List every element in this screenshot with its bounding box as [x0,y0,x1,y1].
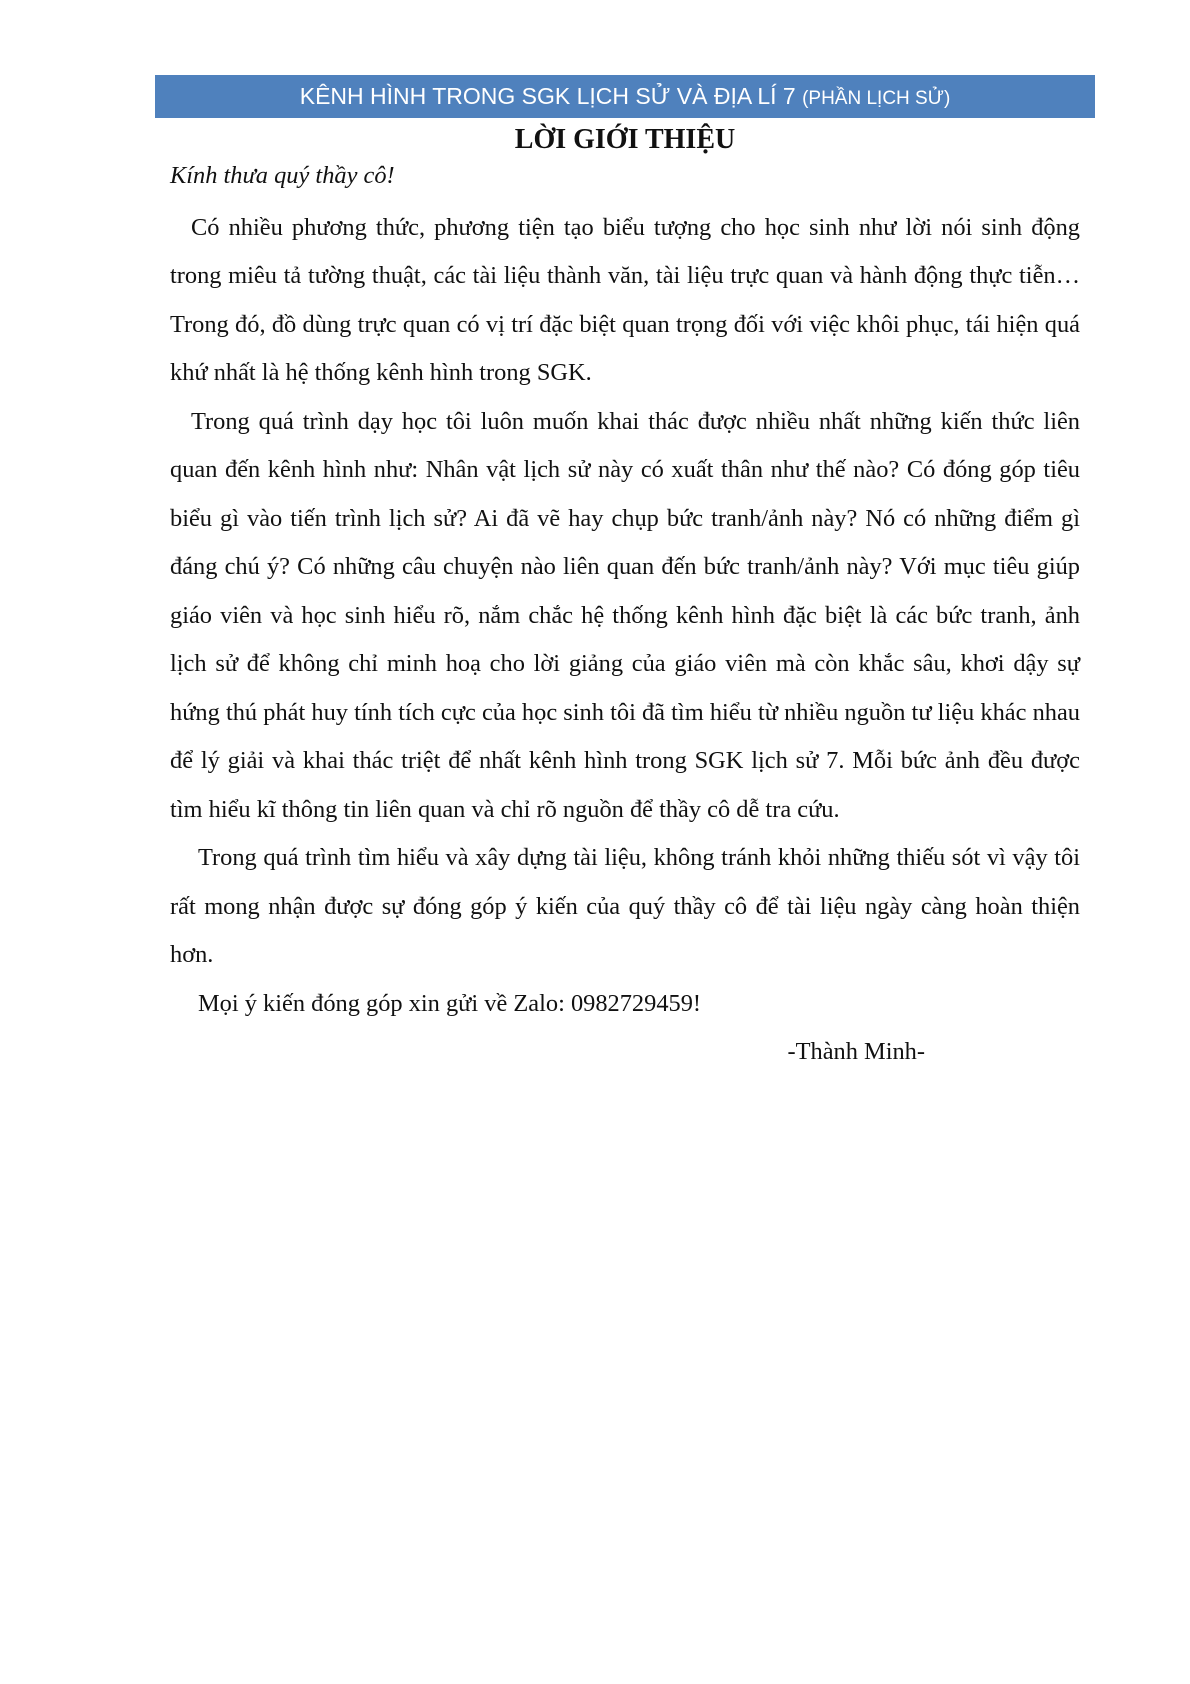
document-body [170,152,1080,1077]
greeting: Kính thưa quý thầy cô! [170,162,395,189]
header-banner-sub: (PHẦN LỊCH SỬ) [802,88,951,109]
paragraph-3: Trong quá trình tìm hiểu và xây dựng tài liệu, không tránh khỏi những thiếu sót vì vậy tôi rất mong nhận được sự đóng góp ý kiến của quý thầy cô để tài liệu ngày càng hoàn thiện hơn. [170,844,1080,968]
paragraph-1: Có nhiều phương thức, phương tiện tạo biểu tượng cho học sinh như lời nói sinh động trong miêu tả tường thuật, các tài liệu thành văn, tài liệu trực quan và hành động thực tiễn…Trong đó, đồ dùng trực quan có vị trí đặc biệt quan trọng đối với việc khôi phục, tái hiện quá khứ nhất là hệ thống kênh hình trong SGK. [170,213,1080,386]
page-title: LỜI GIỚI THIỆU [514,124,736,155]
header-banner-main: KÊNH HÌNH TRONG SGK LỊCH SỬ VÀ ĐỊA LÍ 7 [299,83,803,109]
contact-line: Mọi ý kiến đóng góp xin gửi về Zalo: 0982729459! [198,989,702,1017]
paragraph-2: Trong quá trình dạy học tôi luôn muốn khai thác được nhiều nhất những kiến thức liên quan đến kênh hình như: Nhân vật lịch sử này có xuất thân như thế nào? Có đóng góp tiêu biểu gì vào tiến trình lịch sử? Ai đã vẽ hay chụp bức tranh/ảnh này? Nó có những điểm gì đáng chú ý? Có những câu chuyện nào liên quan đến bức tranh/ảnh này? Với mục tiêu giúp giáo viên và học sinh hiểu rõ, nắm chắc hệ thống kênh hình đặc biệt là các bức tranh, ảnh lịch sử để không chỉ minh hoạ cho lời giảng của giáo viên mà còn khắc sâu, khơi dậy sự hứng thú phát huy tính tích cực của học sinh tôi đã tìm hiểu từ nhiều nguồn tư liệu khác nhau để lý giải và khai thác triệt để nhất kênh hình trong SGK lịch sử 7. Mỗi bức ảnh đều được tìm hiểu kĩ thông tin liên quan và chỉ rõ nguồn để thầy cô dễ tra cứu. [170,407,1080,823]
signature: -Thành Minh- [787,1038,925,1065]
header-banner [155,75,1095,118]
